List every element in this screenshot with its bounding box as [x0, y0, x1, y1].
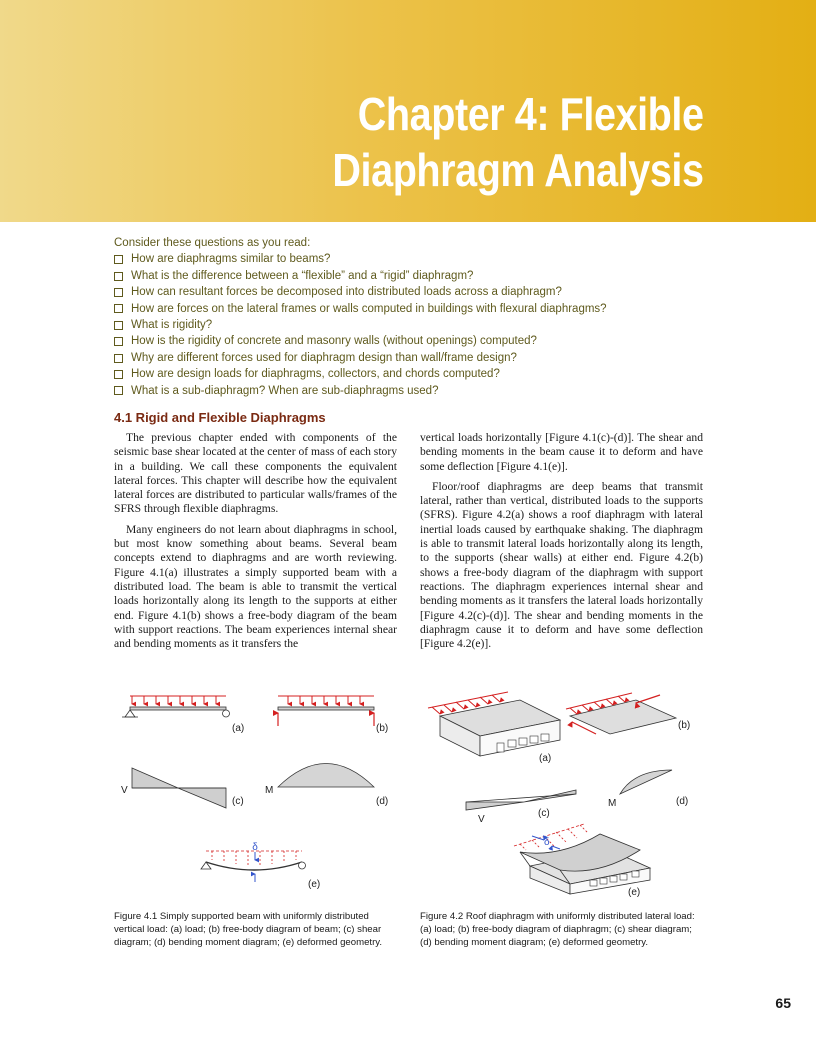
question-text: Why are different forces used for diaphragm design than wall/frame design? — [131, 351, 517, 364]
question-text: How are design loads for diaphragms, collectors, and chords computed? — [131, 368, 500, 381]
moment-symbol: M — [265, 785, 274, 796]
figure-caption: Figure 4.2 Roof diaphragm with uniformly distributed lateral load: (a) load; (b) free-body diagram of diaphragm; (c) shear diagram; (d) bending moment diagram; (e) deformed geometry. — [420, 911, 695, 948]
question-item — [114, 284, 754, 300]
section-heading: 4.1 Rigid and Flexible Diaphragms — [114, 410, 326, 425]
chapter-title-line-2: Diaphragm Analysis — [332, 144, 704, 196]
question-item — [114, 301, 754, 317]
checkbox-icon — [114, 386, 123, 395]
body-column-right — [420, 431, 703, 657]
chapter-title — [333, 86, 704, 198]
figure-label: (e) — [628, 887, 641, 898]
deflection-symbol: δ — [544, 837, 550, 848]
building-load-diagram — [428, 692, 560, 764]
checkbox-icon — [114, 321, 123, 330]
beam-deformed-geometry — [201, 842, 320, 890]
question-item — [114, 268, 754, 284]
question-text: How are diaphragms similar to beams? — [131, 253, 331, 266]
figure-label: (a) — [232, 723, 245, 734]
checkbox-icon — [114, 255, 123, 264]
question-text: What is a sub-diaphragm? When are sub-diaphragms used? — [131, 384, 439, 397]
diaphragm-free-body-diagram — [566, 693, 690, 734]
figure-label: (a) — [539, 753, 552, 764]
body-paragraph: Many engineers do not learn about diaphragms in school, but most know something about beams. Several beam concepts extend to diaphragms and are worth reviewing. Figure 4.1(a) illustrates a simply supported beam with a distributed load. The beam is able to transmit the vertical loads horizontally along its length to the supports at either end. Figure 4.1(b) shows a free-body diagram of the beam with support reactions. The beam experiences internal shear and bending moments as it transfers the — [114, 522, 397, 651]
question-text: How are forces on the lateral frames or walls computed in buildings with flexural diaphragms? — [131, 302, 607, 315]
shear-symbol: V — [121, 785, 128, 796]
reading-questions — [114, 235, 754, 399]
checkbox-icon — [114, 272, 123, 281]
moment-symbol: M — [608, 798, 617, 809]
figure-caption: Figure 4.1 Simply supported beam with uniformly distributed vertical load: (a) load; (b) free-body diagram of beam; (c) shear diagram; (d) bending moment diagram; (e) deformed geometry. — [114, 911, 383, 948]
figure-label: (c) — [232, 796, 244, 807]
page-number: 65 — [775, 995, 791, 1011]
question-item — [114, 366, 754, 382]
body-paragraph: vertical loads horizontally [Figure 4.1(c)-(d)]. The shear and bending moments in the beam cause it to deform and have some deflection [Figure 4.1(e)]. — [420, 431, 703, 473]
checkbox-icon — [114, 337, 123, 346]
question-text: What is rigidity? — [131, 319, 213, 332]
question-item — [114, 333, 754, 349]
checkbox-icon — [114, 354, 123, 363]
deflection-symbol: δ — [252, 842, 258, 853]
questions-intro: Consider these questions as you read: — [114, 237, 311, 249]
question-item — [114, 350, 754, 366]
beam-shear-diagram — [121, 768, 244, 808]
checkbox-icon — [114, 370, 123, 379]
question-text: How is the rigidity of concrete and masonry walls (without openings) computed? — [131, 335, 537, 348]
figure-4-1 — [112, 690, 402, 900]
figure-4-2 — [420, 690, 720, 900]
beam-moment-diagram — [265, 764, 388, 808]
question-text: How can resultant forces be decomposed into distributed loads across a diaphragm? — [131, 286, 562, 299]
figure-label: (e) — [308, 879, 321, 890]
question-item — [114, 251, 754, 267]
question-text: What is the difference between a “flexible” and a “rigid” diaphragm? — [131, 269, 474, 282]
question-item — [114, 317, 754, 333]
checkbox-icon — [114, 304, 123, 313]
figure-label: (d) — [376, 796, 389, 807]
chapter-title-line-1: Chapter 4: Flexible — [358, 88, 704, 140]
body-column-left — [114, 431, 397, 657]
checkbox-icon — [114, 288, 123, 297]
beam-load-diagram — [122, 696, 244, 734]
figure-label: (c) — [538, 808, 550, 819]
shear-symbol: V — [478, 814, 485, 825]
question-item — [114, 383, 754, 399]
figure-label: (b) — [678, 720, 691, 731]
body-paragraph: Floor/roof diaphragms are deep beams that transmit lateral, rather than vertical, distributed loads to the supports (SFRS). Figure 4.2(a) shows a roof diaphragm with lateral inertial loads caused by earthquake shaking. The diaphragm is able to transmit lateral loads horizontally along its length, to the supports (shear walls) at either end. Figure 4.2(b) shows a free-body diagram of the diaphragm with support reactions. The diaphragm experiences internal shear and bending moments as it transfers the lateral loads horizontally [Figure 4.2(c)-(d)]. The shear and bending moments in the diaphragm cause it to deform and have some deflection [Figure 4.2(e)]. — [420, 479, 703, 651]
diaphragm-moment-diagram — [608, 770, 688, 809]
beam-free-body-diagram — [278, 696, 388, 734]
questions-list — [114, 251, 754, 399]
figure-label: (d) — [676, 796, 689, 807]
body-paragraph: The previous chapter ended with components of the seismic base shear located at the center of mass of each story in a building. We call these components the equivalent lateral forces. This chapter will describe how the equivalent lateral forces are distributed to particular walls/frames of the SFRS through flexible diaphragms. — [114, 431, 397, 516]
building-deformed-geometry — [514, 824, 650, 898]
diaphragm-shear-diagram — [466, 790, 576, 825]
figure-label: (b) — [376, 723, 389, 734]
